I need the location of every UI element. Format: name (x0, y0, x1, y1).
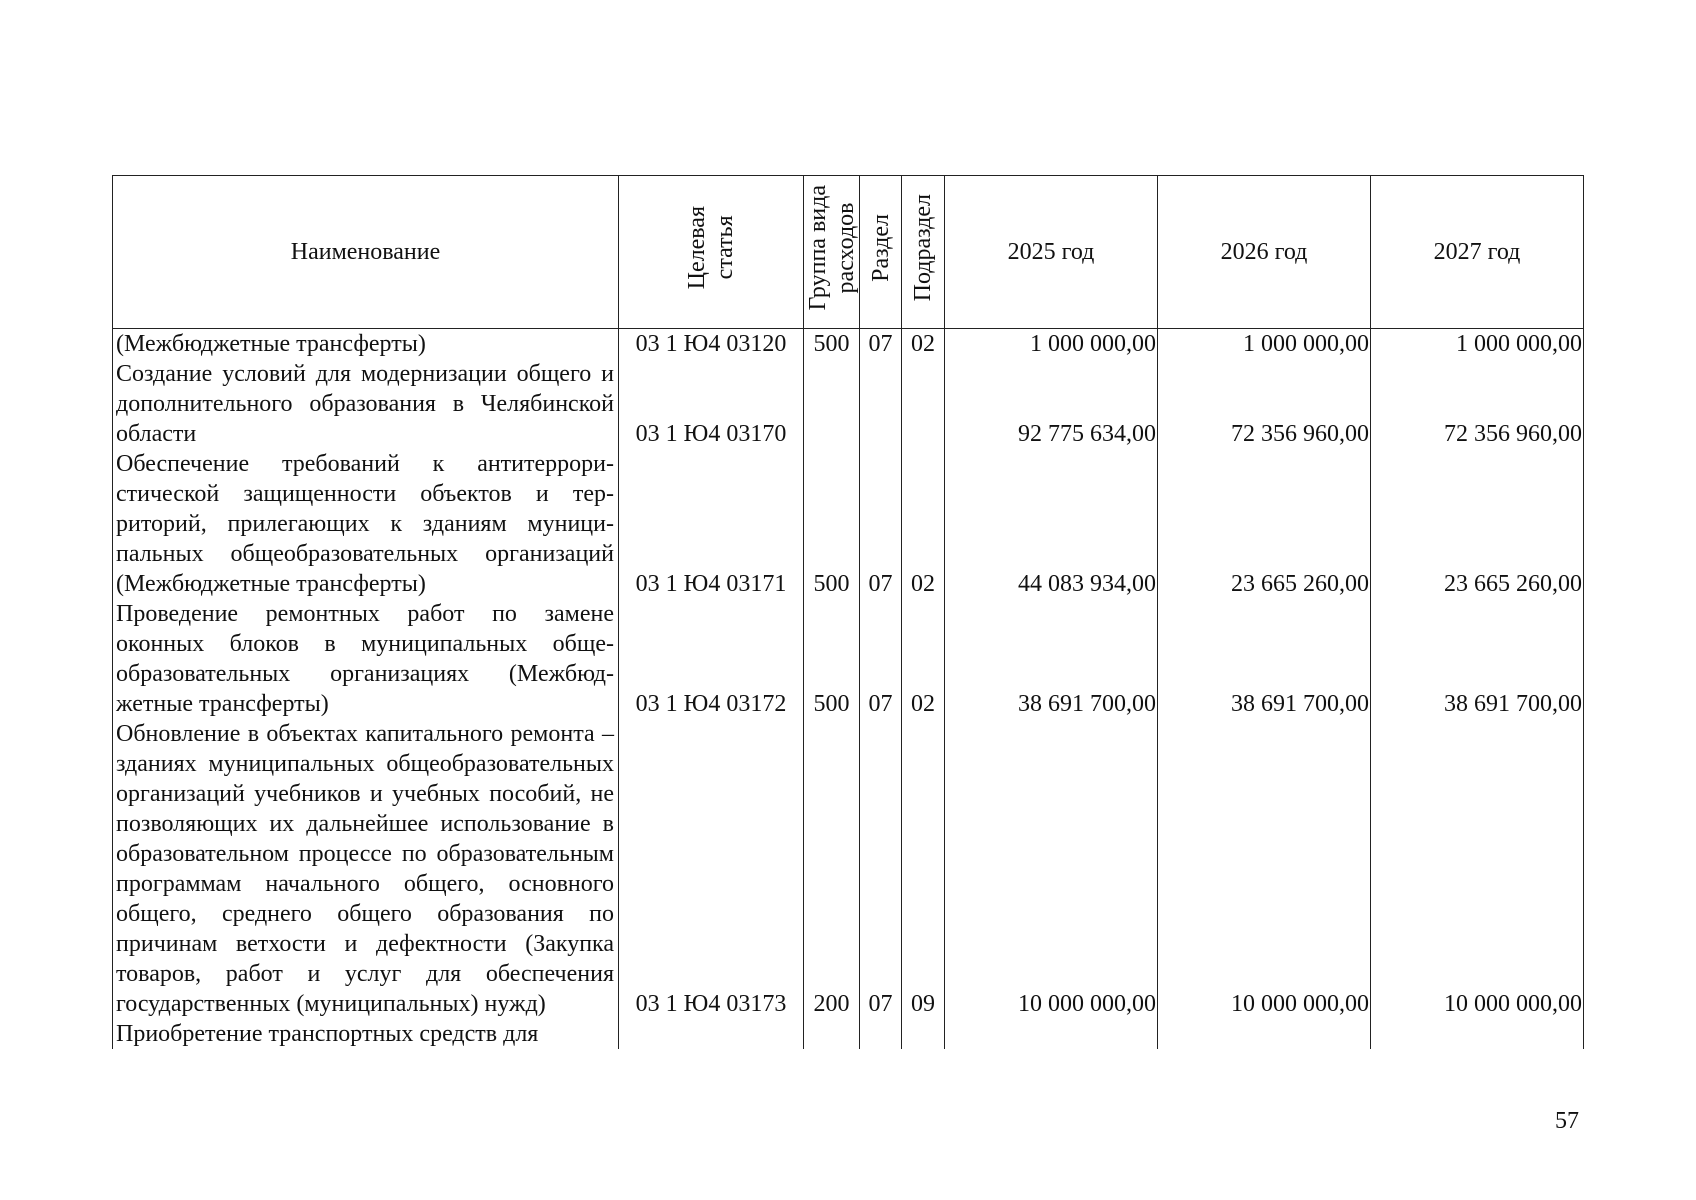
header-section: Раздел (860, 176, 902, 329)
cell-2025: 44 083 934,00 (945, 449, 1158, 599)
table-header (113, 176, 1584, 329)
cell-2026: 23 665 260,00 (1158, 449, 1371, 599)
cell-section: 07 (860, 599, 902, 719)
cell-section (860, 359, 902, 449)
cell-expense-group: 500 (804, 449, 860, 599)
cell-2025: 38 691 700,00 (945, 599, 1158, 719)
header-2025: 2025 год (945, 176, 1158, 329)
cell-2025: 92 775 634,00 (945, 359, 1158, 449)
header-name: Наименование (113, 176, 619, 329)
cell-expense-group: 500 (804, 599, 860, 719)
cell-expense-group: 200 (804, 719, 860, 1019)
table-row (113, 359, 1584, 449)
cell-2027: 23 665 260,00 (1371, 449, 1584, 599)
header-target-article: Целевая статья (619, 176, 804, 329)
cell-target-article: 03 1 Ю4 03172 (619, 599, 804, 719)
cell-subsection: 02 (902, 329, 945, 360)
cell-2027: 72 356 960,00 (1371, 359, 1584, 449)
cell-2027: 10 000 000,00 (1371, 719, 1584, 1019)
header-2027: 2027 год (1371, 176, 1584, 329)
cell-2026: 1 000 000,00 (1158, 329, 1371, 360)
table-row (113, 449, 1584, 599)
cell-section: 07 (860, 719, 902, 1019)
cell-2026: 38 691 700,00 (1158, 599, 1371, 719)
cell-2025: 1 000 000,00 (945, 329, 1158, 360)
cell-section (860, 1019, 902, 1049)
budget-table (112, 175, 1584, 1049)
cell-expense-group (804, 359, 860, 449)
table-row (113, 329, 1584, 360)
cell-subsection: 02 (902, 449, 945, 599)
header-subsection: Подраздел (902, 176, 945, 329)
cell-2027 (1371, 1019, 1584, 1049)
cell-section: 07 (860, 449, 902, 599)
table-body (113, 329, 1584, 1050)
cell-name: Создание условий для модернизации общего и дополнительного образования в Челябинской области (113, 359, 619, 449)
cell-2025 (945, 1019, 1158, 1049)
cell-target-article (619, 1019, 804, 1049)
cell-2026: 72 356 960,00 (1158, 359, 1371, 449)
cell-subsection: 09 (902, 719, 945, 1019)
cell-2027: 1 000 000,00 (1371, 329, 1584, 360)
cell-target-article: 03 1 Ю4 03120 (619, 329, 804, 360)
cell-2026: 10 000 000,00 (1158, 719, 1371, 1019)
cell-name: Обновление в объектах капитального ремонта – зданиях муниципальных общеобразовательных организаций учебников и учебных пособий, не позволяющих их дальнейшее использование в образовательном процессе по образовательным программам начального общего, основного общего, среднего общего образования по причинам ветхости и дефектности (Закупка товаров, работ и услуг для обеспечения государственных (муниципальных) нужд) (113, 719, 619, 1019)
cell-expense-group: 500 (804, 329, 860, 360)
cell-name: Проведение ремонтных работ по замене оконных блоков в муниципальных общеобразовательных организациях (Межбюджетные трансферты) (113, 599, 619, 719)
cell-2025: 10 000 000,00 (945, 719, 1158, 1019)
cell-2027: 38 691 700,00 (1371, 599, 1584, 719)
cell-expense-group (804, 1019, 860, 1049)
cell-name: Обеспечение требований к антитеррористической защищенности объектов и территорий, прилегающих к зданиям муниципальных общеобразовательных организаций (Межбюджетные трансферты) (113, 449, 619, 599)
cell-target-article: 03 1 Ю4 03173 (619, 719, 804, 1019)
cell-target-article: 03 1 Ю4 03170 (619, 359, 804, 449)
cell-name: Приобретение транспортных средств для (113, 1019, 619, 1049)
cell-2026 (1158, 1019, 1371, 1049)
page-number: 57 (1555, 1108, 1579, 1134)
table-row (113, 1019, 1584, 1049)
cell-name: (Межбюджетные трансферты) (113, 329, 619, 360)
header-expense-group: Группа вида расходов (804, 176, 860, 329)
cell-section: 07 (860, 329, 902, 360)
cell-subsection (902, 359, 945, 449)
table-row (113, 719, 1584, 1019)
cell-target-article: 03 1 Ю4 03171 (619, 449, 804, 599)
table-row (113, 599, 1584, 719)
cell-subsection: 02 (902, 599, 945, 719)
cell-subsection (902, 1019, 945, 1049)
header-2026: 2026 год (1158, 176, 1371, 329)
